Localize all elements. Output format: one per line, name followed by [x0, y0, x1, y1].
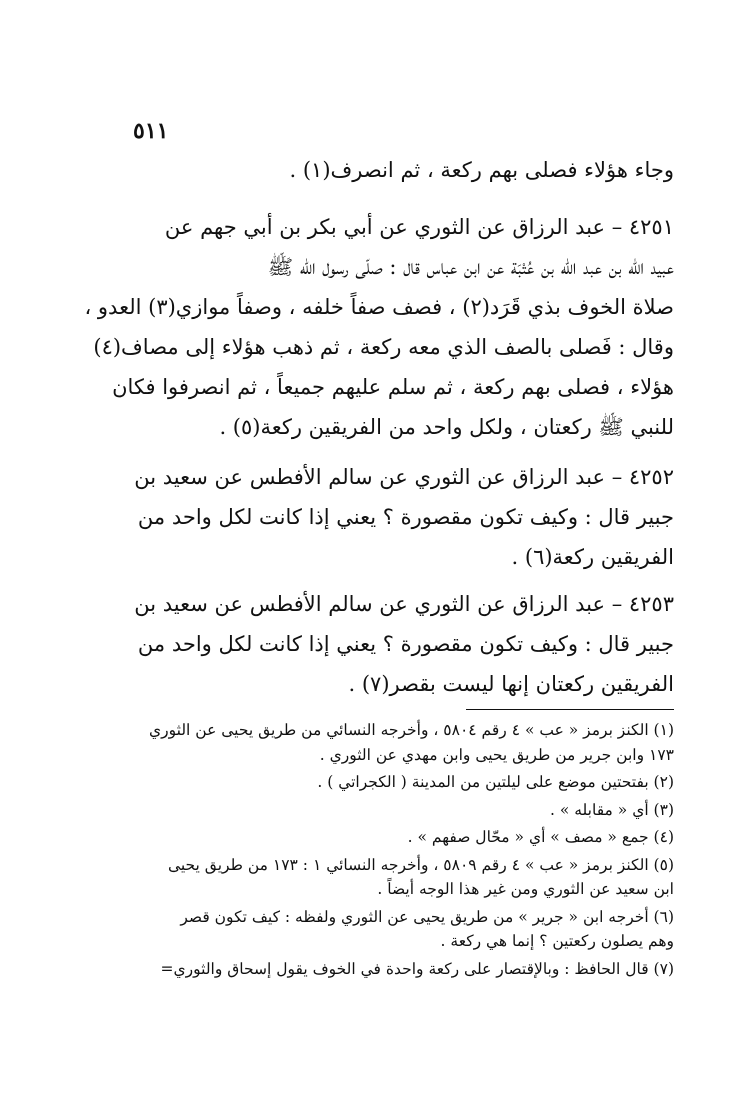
hadith-4253 [128, 584, 674, 704]
page-number: ٥١١ [133, 118, 169, 144]
text-line: الفريقين ركعتان إنها ليست بقصر(٧) . [348, 672, 674, 696]
footnote-line: (١) الكنز برمز « عب » ٤ رقم ٥٨٠٤ ، وأخرجه النسائي من طريق يحيى عن الثوري [149, 721, 674, 739]
text-line: وجاء هؤلاء فصلى بهم ركعة ، ثم انصرف(١) . [289, 158, 674, 182]
footnote-line: (٥) الكنز برمز « عب » ٤ رقم ٥٨٠٩ ، وأخرجه النسائي ١ : ١٧٣ من طريق يحيى [167, 855, 674, 874]
text-line: ٤٢٥٢ – عبد الرزاق عن الثوري عن سالم الأفطس عن سعيد بن [134, 465, 674, 489]
text-line: جبير قال : وكيف تكون مقصورة ؟ يعني إذا كانت لكل واحد من [137, 505, 674, 529]
text-line: وقال : فَصلى بالصف الذي معه ركعة ، ثم ذهب هؤلاء إلى مصاف(٤) [93, 335, 674, 359]
hadith-4252 [128, 457, 674, 577]
text-line: هؤلاء ، فصلى بهم ركعة ، ثم سلم عليهم جميعاً ، ثم انصرفوا فكان [112, 375, 674, 399]
opening-paragraph [128, 150, 674, 190]
footnote-line: ١٧٣ وابن جرير من طريق يحيى وابن مهدي عن الثوري . [319, 745, 674, 764]
footnote-line: (٤) جمع « مصف » أي « محّال صفهم » . [407, 828, 674, 846]
footnote-line: (٦) أخرجه ابن « جرير » من طريق يحيى عن الثوري ولفظه : كيف تكون قصر [180, 907, 674, 926]
footnote-divider [466, 709, 674, 710]
text-line: جبير قال : وكيف تكون مقصورة ؟ يعني إذا كانت لكل واحد من [137, 632, 674, 656]
text-line: ٤٢٥٣ – عبد الرزاق عن الثوري عن سالم الأفطس عن سعيد بن [134, 592, 674, 616]
footnote-line: وهم يصلون ركعتين ؟ إنما هي ركعة . [440, 932, 674, 950]
footnote-line: ابن سعيد عن الثوري ومن غير هذا الوجه أيضاً . [377, 880, 674, 898]
hadith-4251 [84, 207, 674, 447]
footnote-line: (٧) قال الحافظ : وبالإقتصار على ركعة واحدة في الخوف يقول إسحاق والثوري= [160, 959, 674, 978]
text-line: عبيد الله بن عبد الله بن عُتْبَة عن ابن عباس قال : صلّى رسول الله ﷺ [267, 255, 674, 279]
text-line: ٤٢٥١ – عبد الرزاق عن الثوري عن أبي بكر بن أبي جهم عن [164, 215, 674, 239]
footnote-line: (٢) بفتحتين موضع على ليلتين من المدينة ( الكجراتي ) . [317, 773, 674, 791]
footnotes [132, 718, 674, 981]
text-line: الفريقين ركعة(٦) . [511, 545, 674, 569]
text-line: للنبي ﷺ ركعتان ، ولكل واحد من الفريقين ركعة(٥) . [219, 415, 674, 439]
text-line: صلاة الخوف بذي قَرَد(٢) ، فصف صفاً خلفه ، وصفاً موازي(٣) العدو ، [84, 295, 674, 319]
footnote-line: (٣) أي « مقابله » . [549, 800, 674, 819]
